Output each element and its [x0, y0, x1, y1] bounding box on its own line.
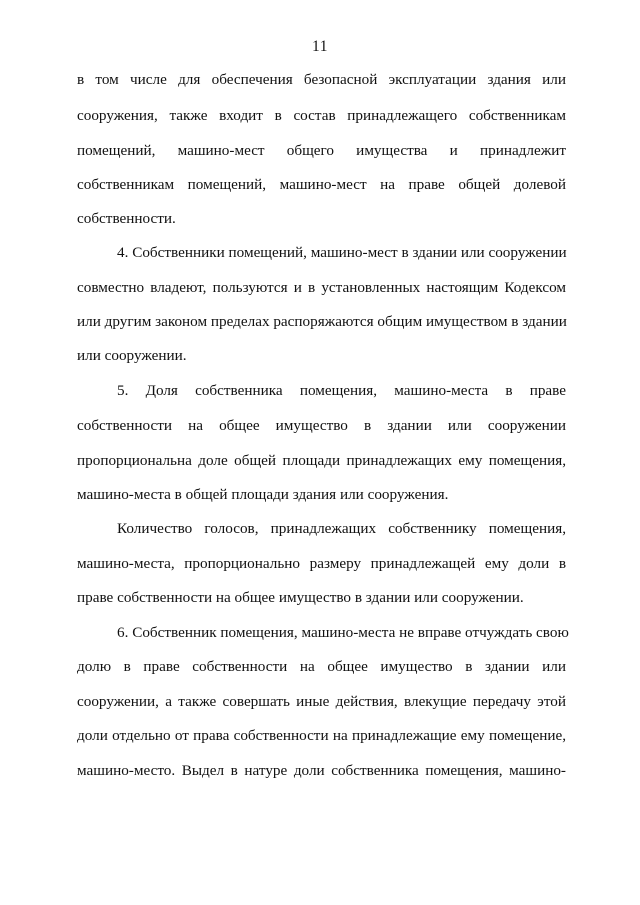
- text-line: 5. Доля собственника помещения, машино-места в праве: [117, 382, 566, 399]
- text-line: собственникам помещений, машино-мест на праве общей долевой: [77, 176, 566, 193]
- text-line: долю в праве собственности на общее имущество в здании или: [77, 658, 566, 675]
- text-line: или сооружении.: [77, 347, 187, 364]
- text-line: сооружения, также входит в состав принадлежащего собственникам: [77, 107, 566, 124]
- text-line: 4. Собственники помещений, машино-мест в здании или сооружении: [117, 244, 567, 261]
- text-line: праве собственности на общее имущество в здании или сооружении.: [77, 589, 524, 606]
- text-line: сооружении, а также совершать иные действия, влекущие передачу этой: [77, 693, 566, 710]
- text-line: 6. Собственник помещения, машино-места не вправе отчуждать свою: [117, 624, 569, 641]
- text-line: доли отдельно от права собственности на принадлежащие ему помещение,: [77, 727, 566, 744]
- text-line: совместно владеют, пользуются и в установленных настоящим Кодексом: [77, 279, 566, 296]
- text-line: собственности.: [77, 210, 176, 227]
- text-line: машино-места в общей площади здания или сооружения.: [77, 486, 449, 503]
- text-line: или другим законом пределах распоряжаются общим имуществом в здании: [77, 313, 567, 330]
- text-line: машино-места, пропорционально размеру принадлежащей ему доли в: [77, 555, 566, 572]
- text-line: машино-место. Выдел в натуре доли собственника помещения, машино-: [77, 762, 566, 779]
- text-line: Количество голосов, принадлежащих собственнику помещения,: [117, 520, 566, 537]
- text-line: собственности на общее имущество в здании или сооружении: [77, 417, 566, 434]
- text-line: помещений, машино-мест общего имущества и принадлежит: [77, 142, 566, 159]
- page-number: 11: [312, 38, 328, 55]
- text-line: пропорциональна доле общей площади принадлежащих ему помещения,: [77, 452, 566, 469]
- text-line: в том числе для обеспечения безопасной эксплуатации здания или: [77, 71, 566, 88]
